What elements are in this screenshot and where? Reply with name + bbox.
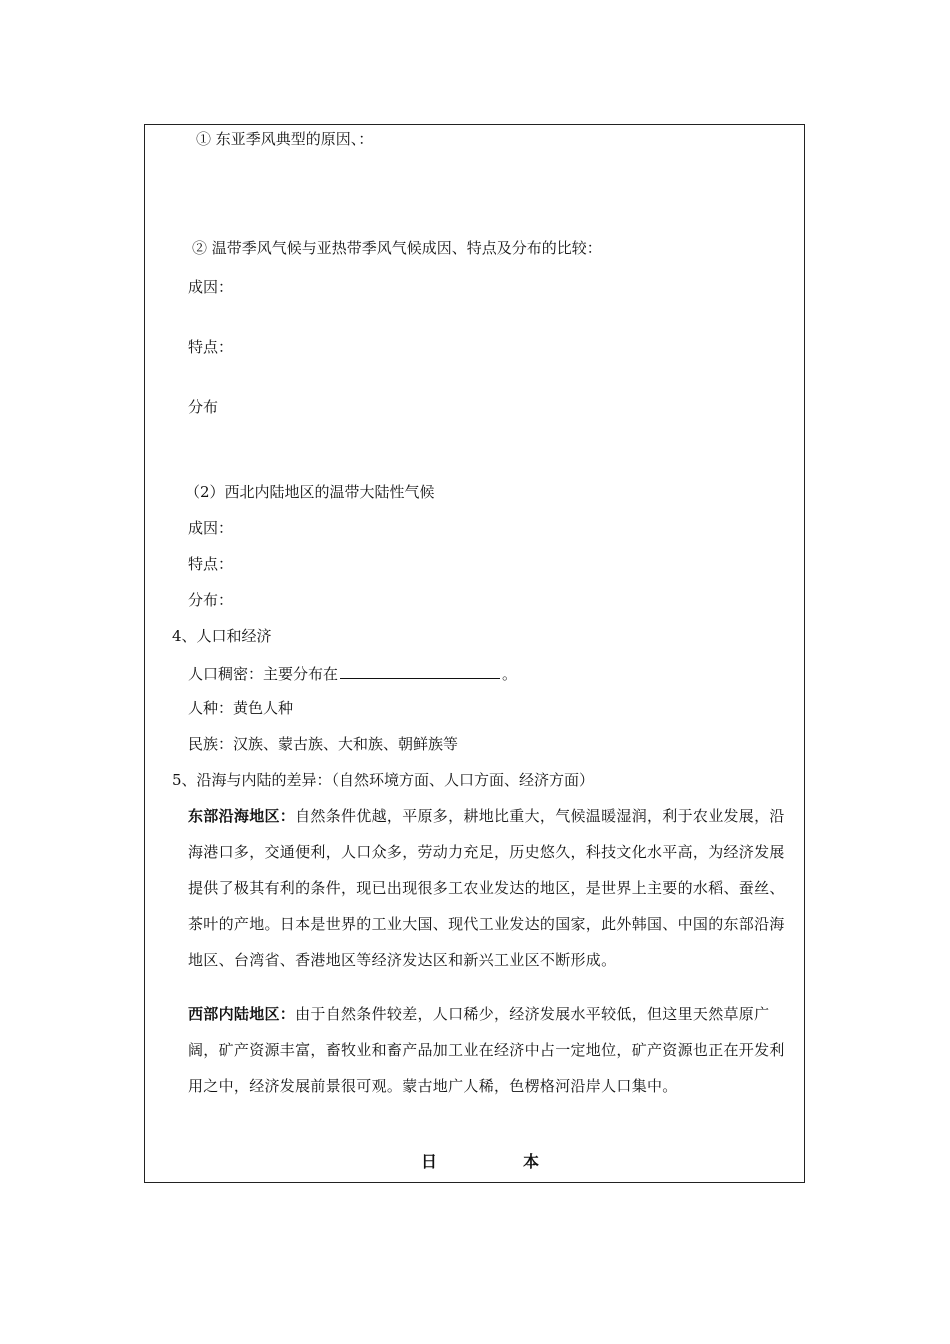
monsoon-item-1: ① 东亚季风典型的原因、：: [196, 130, 374, 148]
monsoon-item-2: ② 温带季风气候与亚热带季风气候成因、特点及分布的比较：: [192, 239, 602, 257]
footer-char-2: 本: [523, 1152, 540, 1171]
footer-title: [421, 1149, 539, 1172]
east-coastal-text: 自然条件优越，平原多，耕地比重大，气候温暖湿润，利于农业发展，沿海港口多，交通便利，人口众多，劳动力充足，历史悠久，科技文化水平高，为经济发展提供了极其有利的条件，现已出现很多工农业发达的地区，是世界上主要的水稻、蚕丝、茶叶的产地。日本是世界的工业大国、现代工业发达的国家，此外韩国、中国的东部沿海地区、台湾省、香港地区等经济发达区和新兴工业区不断形成。: [188, 807, 785, 969]
population-density-suffix: 。: [502, 665, 518, 683]
west-inland-paragraph: [188, 996, 798, 1104]
west-inland-text: 由于自然条件较差，人口稀少，经济发展水平较低，但这里天然草原广阔，矿产资源丰富，畜牧业和畜产品加工业在经济中占一定地位，矿产资源也正在开发利用之中，经济发展前景很可观。蒙古地广人稀，色楞格河沿岸人口集中。: [188, 1005, 785, 1095]
monsoon-distribution-label: 分布: [188, 398, 219, 416]
footer-char-1: 日: [421, 1152, 438, 1171]
northwest-distribution-label: 分布：: [188, 591, 234, 609]
population-density-prefix: 人口稠密：主要分布在: [188, 665, 339, 683]
northwest-feature-label: 特点：: [188, 555, 234, 573]
monsoon-cause-label: 成因：: [188, 278, 234, 296]
population-heading: 4、人口和经济: [172, 627, 272, 645]
density-blank-field: [340, 662, 500, 679]
difference-heading: 5、沿海与内陆的差异：（自然环境方面、人口方面、经济方面）: [172, 771, 595, 789]
northwest-cause-label: 成因：: [188, 519, 234, 537]
monsoon-feature-label: 特点：: [188, 338, 234, 356]
population-ethnic: 民族：汉族、蒙古族、大和族、朝鲜族等: [188, 735, 459, 753]
northwest-heading: （2）西北内陆地区的温带大陆性气候: [185, 483, 435, 501]
east-coastal-paragraph: [188, 798, 798, 978]
population-race: 人种：黄色人种: [188, 699, 294, 717]
west-inland-label: 西部内陆地区：: [188, 1005, 296, 1023]
east-coastal-label: 东部沿海地区：: [188, 807, 296, 825]
population-density-line: [188, 662, 517, 684]
